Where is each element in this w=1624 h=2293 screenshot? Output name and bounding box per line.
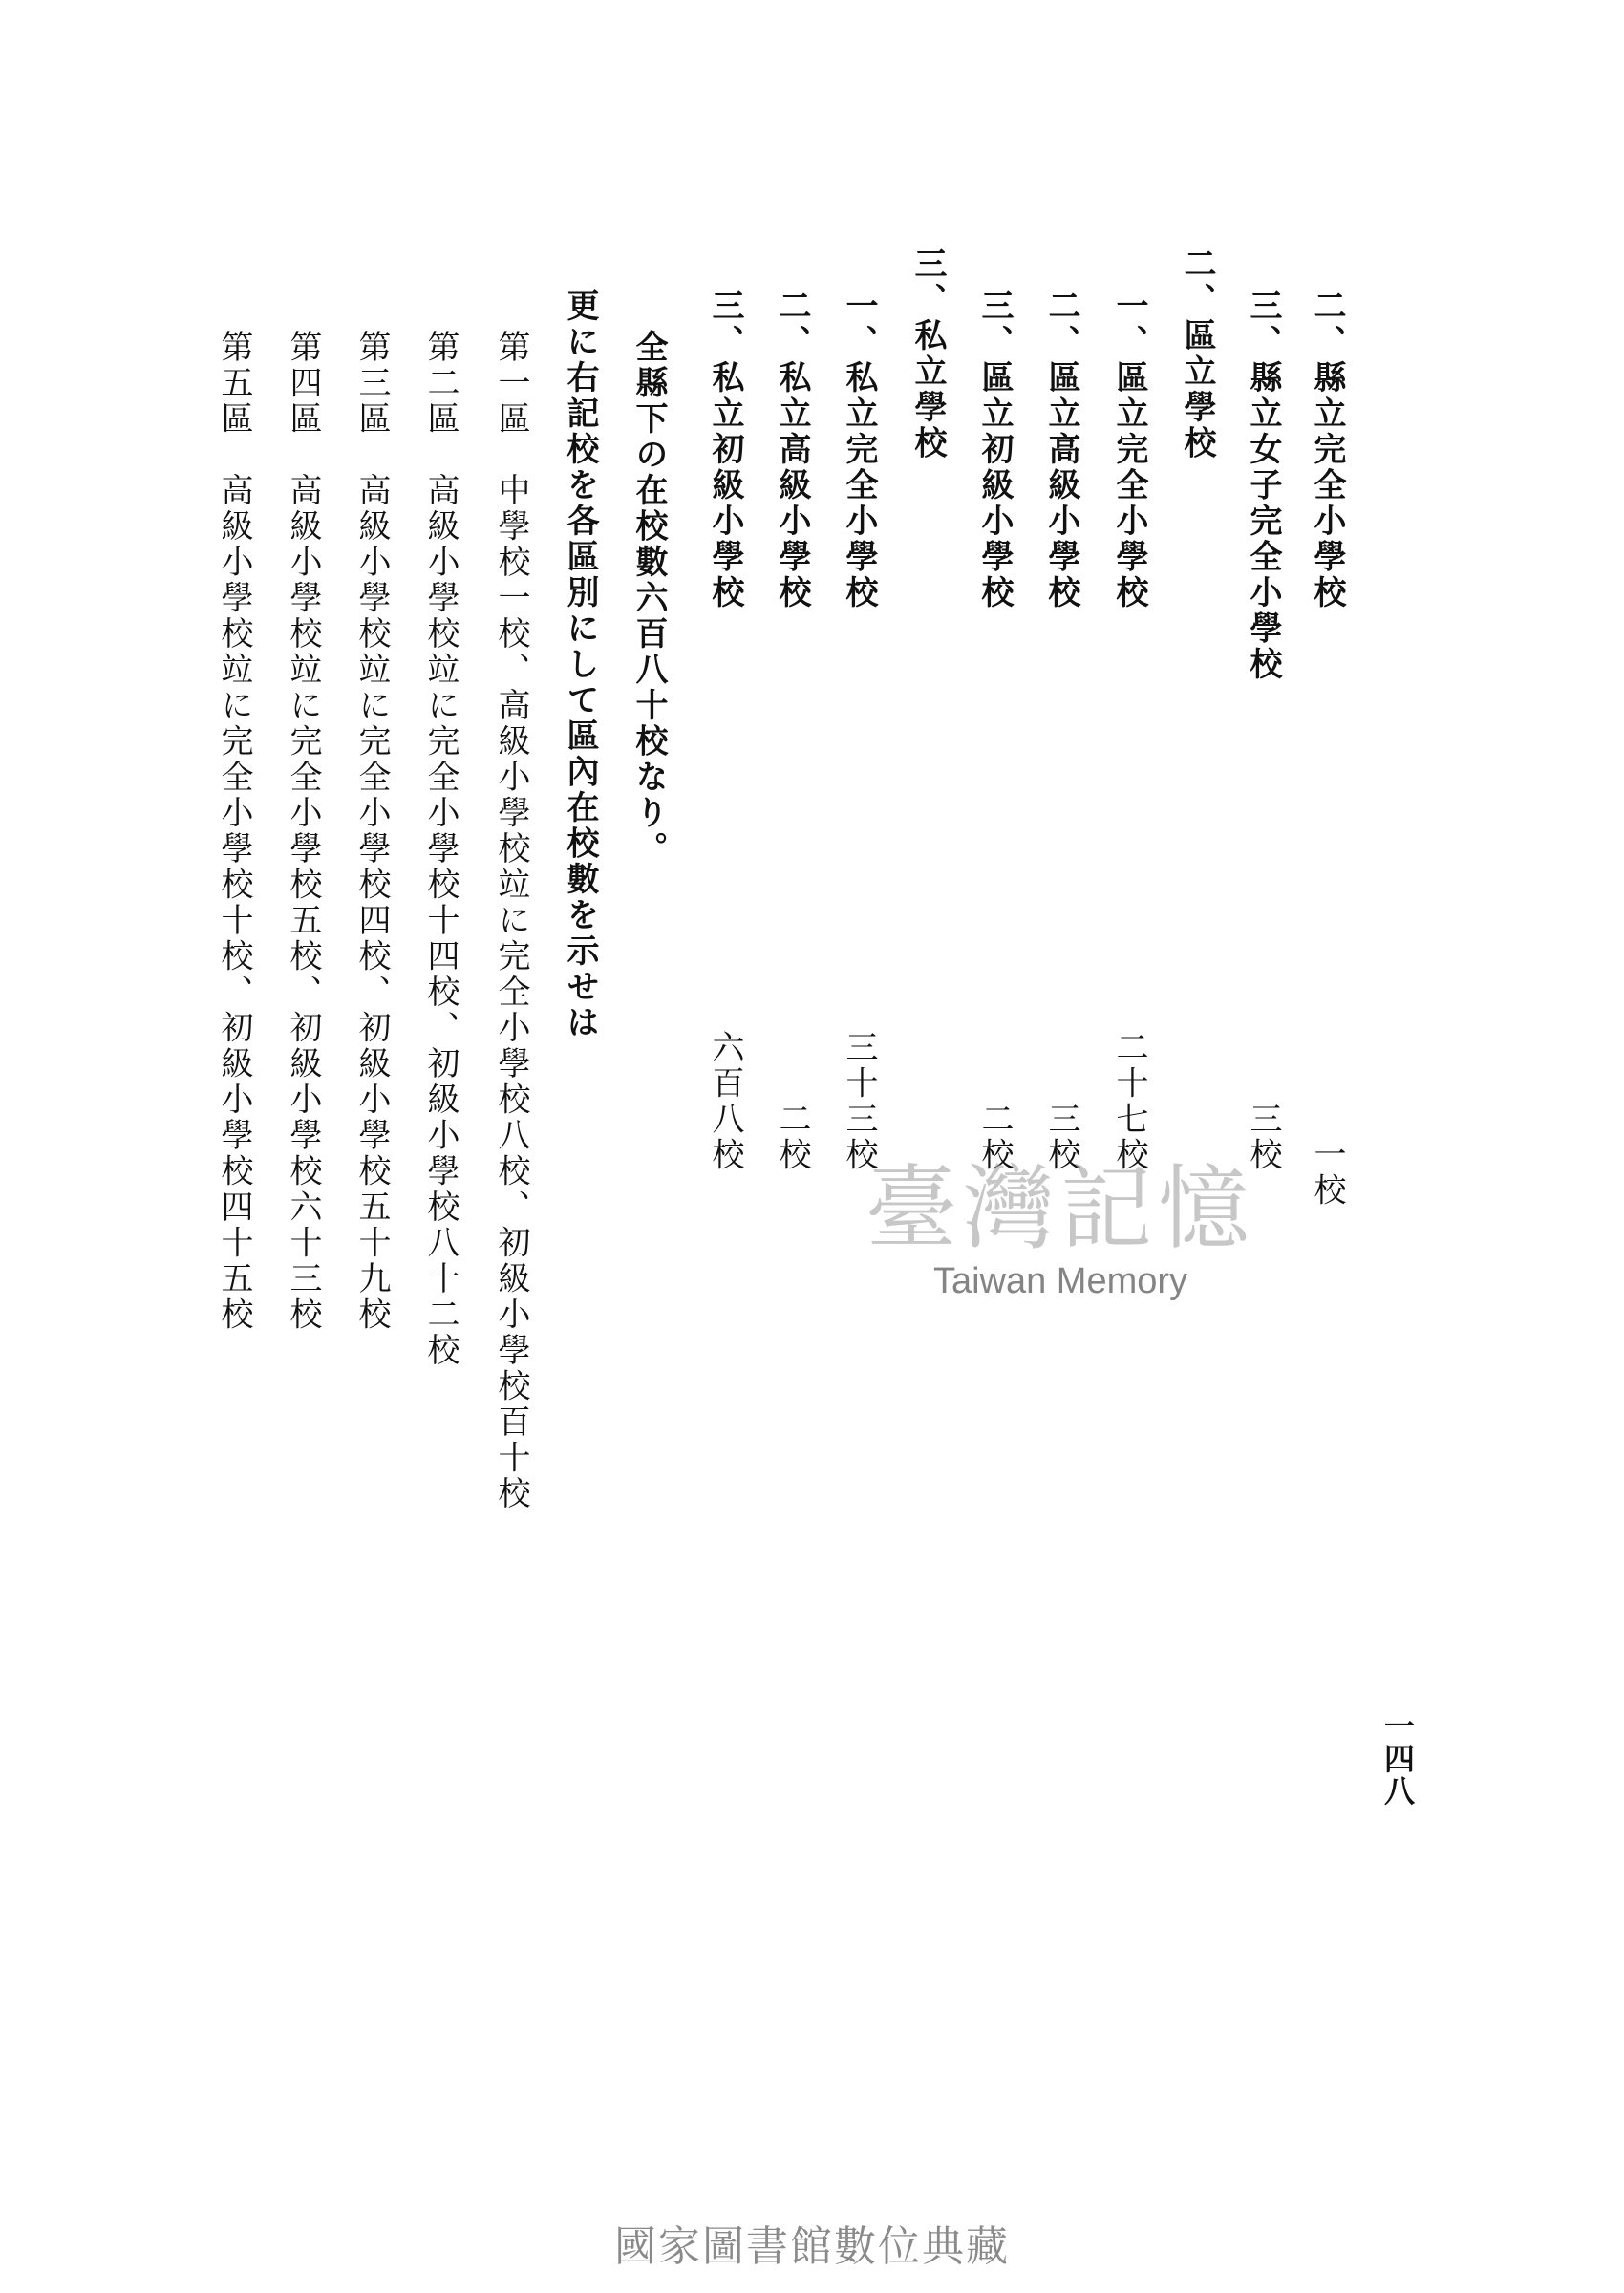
section-heading: 二、區立學校: [1178, 246, 1216, 461]
school-count: 三校: [1244, 1102, 1282, 1173]
section-heading: 三、私立學校: [908, 246, 947, 461]
footer-library-name: 國家圖書館數位典藏: [614, 2222, 1010, 2271]
school-count: 一校: [1308, 1137, 1346, 1209]
text-line: 一、私立完全小學校: [840, 289, 878, 611]
district-line: 第五區 高級小學校竝に完全小學校十校、初級小學校四十五校: [215, 330, 253, 1333]
district-line: 第一區 中學校一校、高級小學校竝に完全小學校八校、初級小學校百十校: [492, 330, 530, 1512]
text-line: 一、區立完全小學校: [1110, 289, 1148, 611]
summary-line: 全縣下の在校數六百八十校なり。: [630, 330, 668, 868]
text-line: 三、區立初級小學校: [975, 289, 1014, 611]
text-line: 二、私立高級小學校: [773, 289, 811, 611]
school-count: 六百八校: [706, 1030, 744, 1173]
district-line: 第三區 高級小學校竝に完全小學校四校、初級小學校五十九校: [353, 330, 391, 1333]
summary-line: 更に右記校を各區別にして區內在校數を示せは: [561, 289, 599, 1041]
watermark-chinese: 臺灣記憶: [865, 1155, 1255, 1262]
school-count: 二校: [975, 1102, 1014, 1173]
school-count: 二校: [773, 1102, 811, 1173]
school-count: 三十三校: [840, 1030, 878, 1173]
text-line: 三、縣立女子完全小學校: [1244, 289, 1282, 683]
district-line: 第二區 高級小學校竝に完全小學校十四校、初級小學校八十二校: [421, 330, 459, 1369]
text-line: 二、區立高級小學校: [1042, 289, 1080, 611]
school-count: 三校: [1042, 1102, 1080, 1173]
text-line: 三、私立初級小學校: [706, 289, 744, 611]
watermark: [802, 1155, 1318, 1302]
page-number: 一四八: [1379, 1710, 1416, 1808]
school-count: 二十七校: [1110, 1030, 1148, 1173]
district-line: 第四區 高級小學校竝に完全小學校五校、初級小學校六十三校: [284, 330, 322, 1333]
watermark-english: Taiwan Memory: [932, 1260, 1188, 1301]
text-line: 二、縣立完全小學校: [1308, 289, 1346, 611]
